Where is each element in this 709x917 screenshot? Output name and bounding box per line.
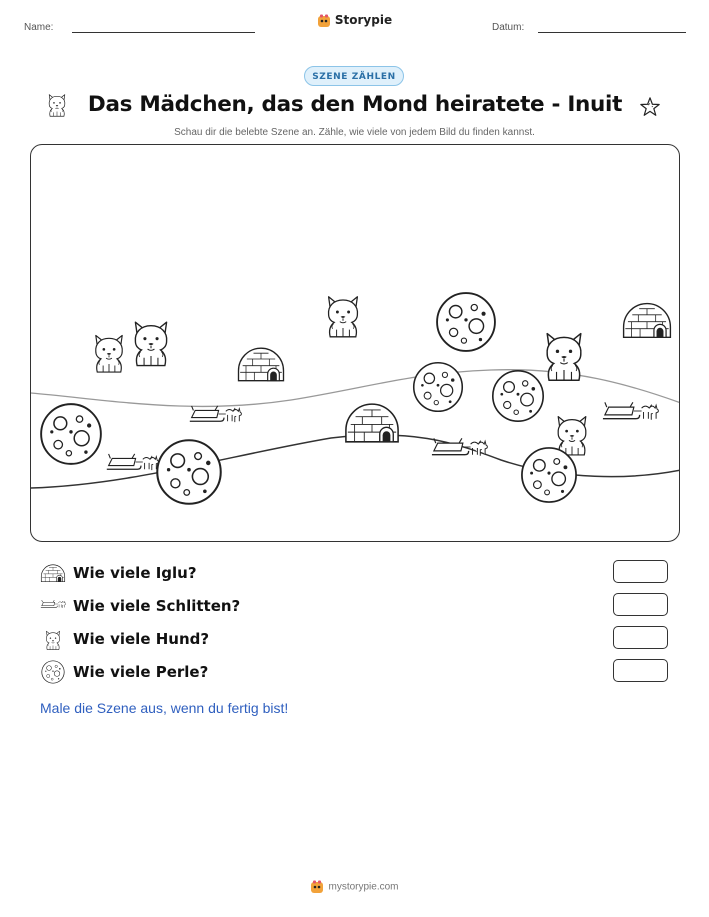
question-pearl — [40, 659, 670, 685]
answer-box-pearl[interactable] — [613, 659, 668, 682]
scene-count-badge: SZENE ZÄHLEN — [304, 66, 404, 86]
date-label: Datum: — [492, 22, 525, 33]
sled-icon — [190, 406, 242, 422]
dog-icon — [547, 334, 581, 381]
snow-hill-back — [31, 370, 680, 407]
igloo-icon — [346, 404, 398, 442]
igloo-icon — [239, 348, 284, 381]
pearl-icon — [40, 660, 66, 684]
name-label: Name: — [24, 22, 54, 33]
question-text: Wie viele Hund? — [73, 630, 210, 648]
question-sled — [40, 593, 670, 619]
name-line[interactable] — [72, 32, 255, 33]
igloo-icon — [624, 304, 671, 338]
answer-box-dog[interactable] — [613, 626, 668, 649]
question-dog — [40, 626, 670, 652]
answer-box-sled[interactable] — [613, 593, 668, 616]
question-text: Wie viele Schlitten? — [73, 597, 241, 615]
pearl-icon — [414, 363, 463, 412]
sled-icon — [107, 454, 159, 470]
sled-icon — [40, 594, 66, 618]
counting-scene — [30, 144, 680, 542]
storypie-logo-icon — [310, 880, 324, 894]
dog-icon — [40, 627, 66, 651]
footer — [0, 880, 709, 894]
question-text: Wie viele Perle? — [73, 663, 209, 681]
date-line[interactable] — [538, 32, 686, 33]
dog-icon — [44, 90, 70, 120]
dog-icon — [329, 297, 358, 337]
pearl-icon — [437, 293, 495, 351]
page-title: Das Mädchen, das den Mond heiratete - Inuit — [87, 92, 623, 117]
pearl-icon — [522, 448, 576, 502]
pearl-icon — [41, 404, 101, 464]
scene-illustration — [31, 145, 680, 542]
brand — [0, 13, 709, 28]
pearl-icon — [157, 440, 220, 503]
color-hint: Male die Szene aus, wenn du fertig bist! — [40, 700, 289, 716]
footer-url[interactable]: mystorypie.com — [328, 881, 399, 893]
dog-icon — [558, 417, 586, 455]
dog-icon — [96, 335, 123, 372]
page-subtitle: Schau dir die belebte Szene an. Zähle, wie viele von jedem Bild du finden kannst. — [174, 127, 535, 138]
sled-icon — [603, 402, 658, 419]
question-igloo — [40, 560, 670, 586]
answer-box-igloo[interactable] — [613, 560, 668, 583]
storypie-logo-icon — [317, 14, 331, 28]
star-icon — [639, 96, 661, 118]
brand-name: Storypie — [334, 13, 393, 27]
dog-icon — [135, 322, 166, 365]
pearl-icon — [493, 371, 543, 421]
igloo-icon — [40, 561, 66, 585]
question-text: Wie viele Iglu? — [73, 564, 197, 582]
